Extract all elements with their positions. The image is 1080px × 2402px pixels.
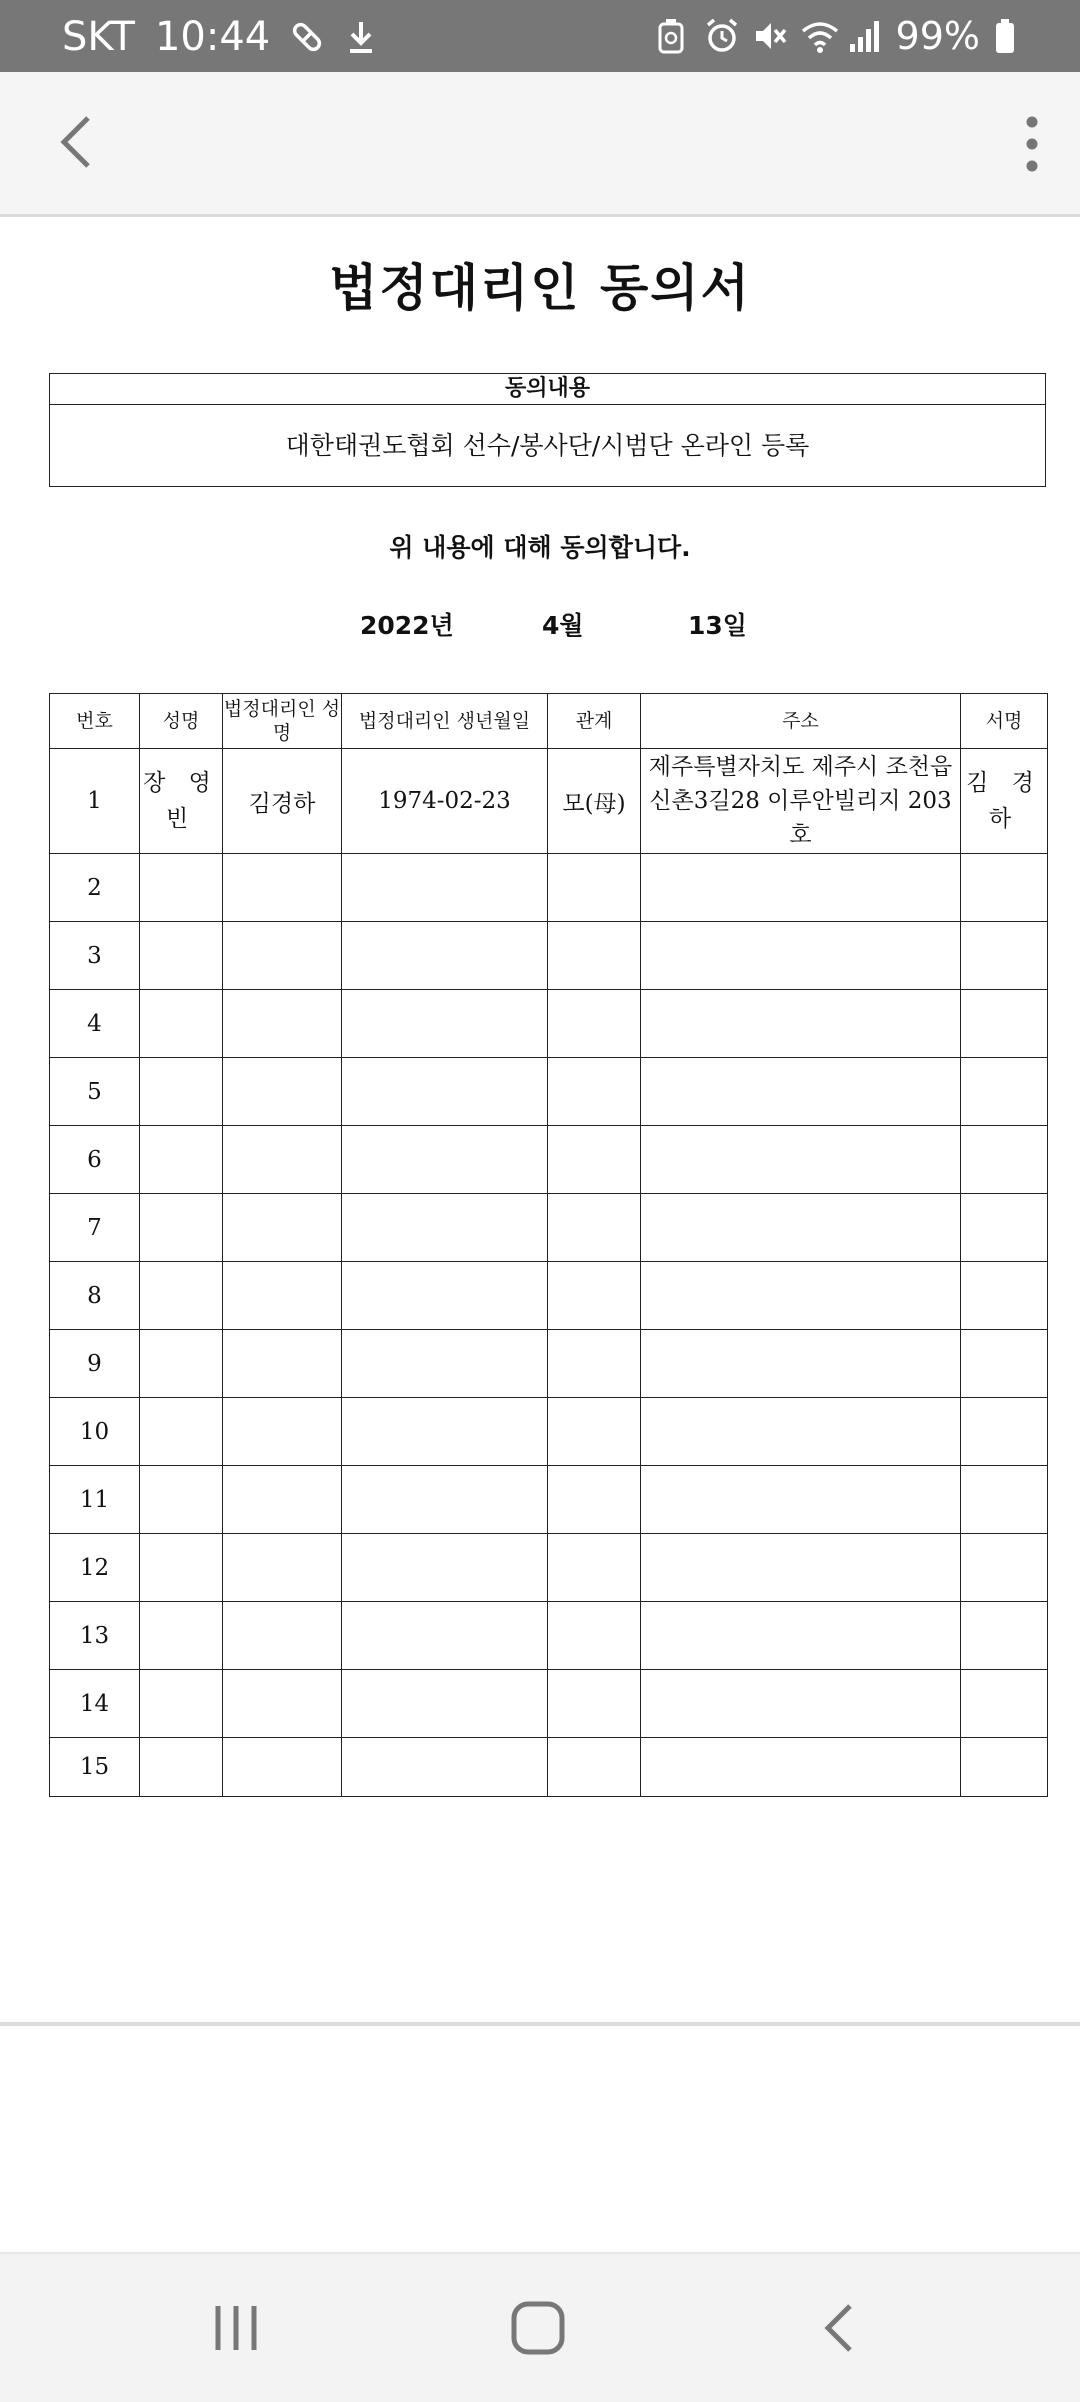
- status-left: [62, 14, 378, 60]
- cell-no: 8: [50, 1262, 140, 1330]
- empty-cell: [961, 1058, 1048, 1126]
- recents-icon: [206, 2298, 266, 2358]
- empty-cell: [342, 1126, 548, 1194]
- empty-cell: [641, 1534, 961, 1602]
- wifi-icon: [800, 17, 834, 55]
- empty-cell: [140, 1330, 223, 1398]
- cell-no: 5: [50, 1058, 140, 1126]
- empty-cell: [140, 1398, 223, 1466]
- cell-no: 2: [50, 854, 140, 922]
- table-row: [50, 1738, 1048, 1797]
- signal-icon: [848, 17, 882, 55]
- cell-guardian-name: 김경하: [223, 749, 342, 854]
- table-row: [50, 1330, 1048, 1398]
- battery-percent: 99%: [895, 14, 980, 58]
- document-bottom-divider: [0, 2022, 1080, 2026]
- empty-cell: [548, 1126, 641, 1194]
- empty-cell: [548, 1262, 641, 1330]
- cell-no: 4: [50, 990, 140, 1058]
- cell-address: 제주특별자치도 제주시 조천읍 신촌3길28 이루안빌리지 203호: [641, 749, 961, 854]
- date-day: 13일: [688, 611, 747, 640]
- empty-cell: [548, 1466, 641, 1534]
- empty-cell: [961, 1262, 1048, 1330]
- empty-cell: [641, 1738, 961, 1797]
- header-no: 번호: [50, 694, 140, 749]
- battery-icon: [994, 17, 1028, 55]
- header-name: 성명: [140, 694, 223, 749]
- empty-cell: [140, 1534, 223, 1602]
- empty-cell: [223, 1738, 342, 1797]
- empty-cell: [961, 1194, 1048, 1262]
- empty-cell: [961, 1126, 1048, 1194]
- table-row: [50, 749, 1048, 854]
- empty-cell: [641, 1398, 961, 1466]
- cell-no: 7: [50, 1194, 140, 1262]
- empty-cell: [641, 1602, 961, 1670]
- cell-no: 6: [50, 1126, 140, 1194]
- empty-cell: [342, 1534, 548, 1602]
- empty-cell: [223, 854, 342, 922]
- empty-cell: [223, 1330, 342, 1398]
- empty-cell: [342, 1466, 548, 1534]
- table-row: [50, 1534, 1048, 1602]
- table-row: [50, 854, 1048, 922]
- document-title: 법정대리인 동의서: [329, 259, 751, 317]
- header-address: 주소: [641, 694, 961, 749]
- table-row: [50, 1398, 1048, 1466]
- empty-cell: [641, 1262, 961, 1330]
- recents-button[interactable]: [206, 2298, 266, 2358]
- empty-cell: [140, 1466, 223, 1534]
- header-relation: 관계: [548, 694, 641, 749]
- empty-cell: [342, 922, 548, 990]
- empty-cell: [961, 922, 1048, 990]
- empty-cell: [342, 1058, 548, 1126]
- mute-icon: [752, 17, 786, 55]
- empty-cell: [961, 1330, 1048, 1398]
- consent-box: [49, 373, 1046, 487]
- table-row: [50, 922, 1048, 990]
- back-button[interactable]: [50, 112, 110, 172]
- carrier-label: SKT: [62, 14, 135, 60]
- empty-cell: [140, 854, 223, 922]
- empty-cell: [223, 1194, 342, 1262]
- empty-cell: [140, 990, 223, 1058]
- empty-cell: [548, 1738, 641, 1797]
- empty-cell: [342, 1398, 548, 1466]
- empty-cell: [223, 1398, 342, 1466]
- table-row: [50, 1058, 1048, 1126]
- empty-cell: [223, 1670, 342, 1738]
- navigation-bar: [0, 2252, 1080, 2402]
- table-row: [50, 1466, 1048, 1534]
- pencil-icon: [290, 18, 324, 56]
- empty-cell: [342, 1670, 548, 1738]
- status-bar: [0, 0, 1080, 72]
- empty-cell: [641, 922, 961, 990]
- empty-cell: [223, 922, 342, 990]
- guardian-table: [49, 693, 1048, 1797]
- empty-cell: [342, 1194, 548, 1262]
- empty-cell: [961, 1738, 1048, 1797]
- cell-no: 1: [50, 749, 140, 854]
- empty-cell: [140, 1738, 223, 1797]
- date-month: 4월: [542, 611, 584, 640]
- cell-no: 9: [50, 1330, 140, 1398]
- empty-cell: [223, 990, 342, 1058]
- empty-cell: [961, 1398, 1048, 1466]
- nav-back-button[interactable]: [810, 2298, 870, 2358]
- empty-cell: [641, 1126, 961, 1194]
- clock: 10:44: [154, 14, 271, 60]
- empty-cell: [223, 1602, 342, 1670]
- back-icon: [810, 2298, 870, 2358]
- cell-no: 14: [50, 1670, 140, 1738]
- empty-cell: [140, 1670, 223, 1738]
- empty-cell: [140, 1058, 223, 1126]
- empty-cell: [641, 1330, 961, 1398]
- empty-cell: [961, 1670, 1048, 1738]
- empty-cell: [961, 1466, 1048, 1534]
- more-vertical-icon: [1012, 112, 1052, 176]
- header-guardian-birth: 법정대리인 생년월일: [342, 694, 548, 749]
- empty-cell: [961, 854, 1048, 922]
- download-icon: [344, 18, 378, 56]
- empty-cell: [961, 1602, 1048, 1670]
- empty-cell: [548, 1602, 641, 1670]
- empty-cell: [223, 1262, 342, 1330]
- cell-no: 15: [50, 1738, 140, 1797]
- empty-cell: [961, 990, 1048, 1058]
- alarm-icon: [704, 17, 738, 55]
- empty-cell: [140, 1194, 223, 1262]
- empty-cell: [342, 1262, 548, 1330]
- app-bar: [0, 72, 1080, 217]
- cell-no: 10: [50, 1398, 140, 1466]
- empty-cell: [548, 1330, 641, 1398]
- empty-cell: [140, 1126, 223, 1194]
- cell-guardian-birth: 1974-02-23: [342, 749, 548, 854]
- cell-no: 3: [50, 922, 140, 990]
- date-year: 2022년: [360, 611, 454, 640]
- empty-cell: [342, 1738, 548, 1797]
- empty-cell: [548, 854, 641, 922]
- cell-no: 12: [50, 1534, 140, 1602]
- empty-cell: [548, 1194, 641, 1262]
- empty-cell: [548, 922, 641, 990]
- table-row: [50, 1262, 1048, 1330]
- empty-cell: [961, 1534, 1048, 1602]
- empty-cell: [140, 1602, 223, 1670]
- empty-cell: [223, 1466, 342, 1534]
- empty-cell: [342, 990, 548, 1058]
- cell-relation: 모(母): [548, 749, 641, 854]
- cell-no: 11: [50, 1466, 140, 1534]
- empty-cell: [548, 1534, 641, 1602]
- consent-body: 대한태권도협회 선수/봉사단/시범단 온라인 등록: [285, 431, 810, 460]
- table-row: [50, 990, 1048, 1058]
- empty-cell: [342, 1602, 548, 1670]
- empty-cell: [548, 990, 641, 1058]
- empty-cell: [641, 854, 961, 922]
- empty-cell: [548, 1398, 641, 1466]
- empty-cell: [223, 1126, 342, 1194]
- cell-no: 13: [50, 1602, 140, 1670]
- agree-text: 위 내용에 대해 동의합니다.: [389, 533, 691, 562]
- empty-cell: [641, 990, 961, 1058]
- battery-saver-icon: [656, 17, 690, 55]
- table-row: [50, 1670, 1048, 1738]
- table-row: [50, 1194, 1048, 1262]
- empty-cell: [342, 854, 548, 922]
- consent-header: 동의내용: [50, 374, 1045, 405]
- header-signature: 서명: [961, 694, 1048, 749]
- table-header-row: [50, 694, 1048, 749]
- table-row: [50, 1602, 1048, 1670]
- home-button[interactable]: [508, 2298, 568, 2358]
- empty-cell: [641, 1466, 961, 1534]
- cell-name: 장 영 빈: [140, 749, 223, 854]
- home-icon: [508, 2298, 568, 2358]
- empty-cell: [223, 1058, 342, 1126]
- empty-cell: [140, 922, 223, 990]
- more-options-button[interactable]: [1012, 112, 1052, 176]
- table-row: [50, 1126, 1048, 1194]
- header-guardian-name: 법정대리인 성명: [223, 694, 342, 749]
- empty-cell: [223, 1534, 342, 1602]
- empty-cell: [140, 1262, 223, 1330]
- cell-signature: 김 경 하: [961, 749, 1048, 854]
- status-right: [656, 14, 1028, 58]
- empty-cell: [548, 1058, 641, 1126]
- empty-cell: [641, 1058, 961, 1126]
- empty-cell: [641, 1194, 961, 1262]
- empty-cell: [548, 1670, 641, 1738]
- document-view[interactable]: [0, 218, 1080, 2020]
- empty-cell: [342, 1330, 548, 1398]
- empty-cell: [641, 1670, 961, 1738]
- chevron-left-icon: [50, 112, 110, 172]
